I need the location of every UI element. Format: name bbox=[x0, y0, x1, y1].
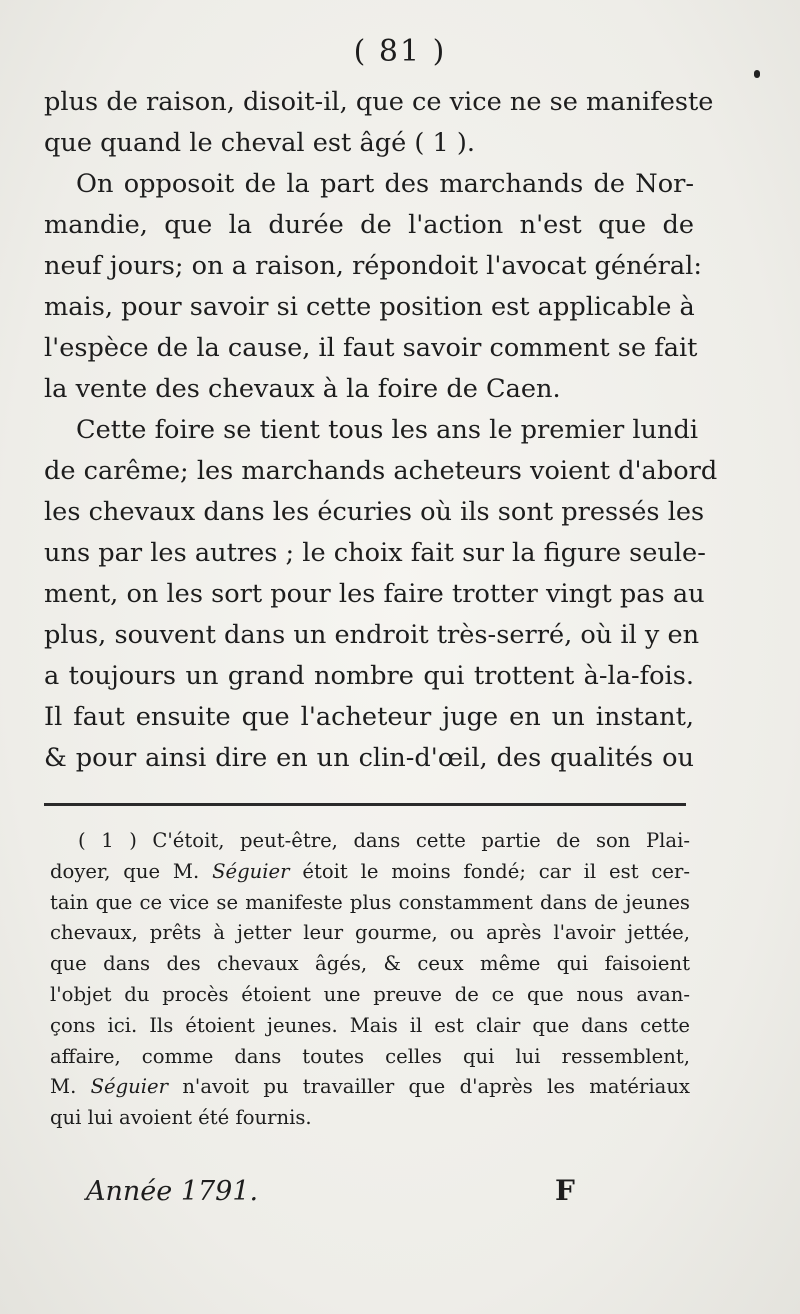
text-line: que quand le cheval est âgé ( 1 ). bbox=[44, 128, 476, 158]
footnote-text: doyer, que M. bbox=[50, 859, 213, 883]
footnote-line: affaire, comme dans toutes celles qui lui ressemblent, bbox=[50, 1044, 690, 1068]
text-line: les chevaux dans les écuries où ils sont pressés les bbox=[44, 497, 705, 527]
footnote-line bbox=[50, 1072, 690, 1103]
text-line: a toujours un grand nombre qui trottent à-la-fois. bbox=[44, 661, 694, 691]
footnote-line: l'objet du procès étoient une preuve de ce que nous avan- bbox=[50, 982, 690, 1006]
text-line: Cette foire se tient tous les ans le premier lundi bbox=[76, 415, 699, 445]
main-text bbox=[44, 82, 718, 779]
footnote-divider bbox=[44, 803, 686, 806]
text-line: mais, pour savoir si cette position est applicable à bbox=[44, 292, 695, 322]
footnote-line: que dans des chevaux âgés, & ceux même qui faisoient bbox=[50, 952, 690, 976]
paragraph bbox=[44, 410, 718, 779]
year-footer: Année 1791. bbox=[86, 1176, 259, 1207]
text-line: On opposoit de la part des marchands de Nor- bbox=[76, 169, 694, 199]
ink-speck bbox=[754, 70, 760, 78]
text-line: ment, on les sort pour les faire trotter vingt pas au bbox=[44, 579, 705, 609]
text-line: de carême; les marchands acheteurs voient d'abord bbox=[44, 456, 718, 486]
text-line: mandie, que la durée de l'action n'est que de bbox=[44, 210, 694, 240]
text-line: uns par les autres ; le choix fait sur la figure seule- bbox=[44, 538, 706, 568]
footnote-name: Séguier bbox=[212, 859, 290, 883]
signature-mark: F bbox=[555, 1174, 575, 1207]
footnote-line: çons ici. Ils étoient jeunes. Mais il est clair que dans cette bbox=[50, 1013, 690, 1037]
page-number: ( 81 ) bbox=[353, 34, 447, 69]
text-line: & pour ainsi dire en un clin-d'œil, des qualités ou bbox=[44, 743, 694, 773]
footnote-text: M. bbox=[50, 1075, 91, 1099]
footnote-line bbox=[50, 857, 690, 888]
footnote-line: tain que ce vice se manifeste plus constamment dans de jeunes bbox=[50, 890, 690, 914]
text-line: neuf jours; on a raison, répondoit l'avocat général: bbox=[44, 251, 702, 281]
footnote-line: qui lui avoient été fournis. bbox=[50, 1106, 312, 1130]
text-line: la vente des chevaux à la foire de Caen. bbox=[44, 374, 561, 404]
text-line: l'espèce de la cause, il faut savoir comment se fait bbox=[44, 333, 698, 363]
text-line: plus, souvent dans un endroit très-serré, où il y en bbox=[44, 620, 700, 650]
footnote-name: Séguier bbox=[90, 1075, 169, 1099]
paragraph bbox=[44, 82, 714, 164]
text-line: Il faut ensuite que l'acheteur juge en un instant, bbox=[44, 702, 694, 732]
paragraph bbox=[44, 164, 702, 410]
footnote-line: chevaux, prêts à jetter leur gourme, ou après l'avoir jettée, bbox=[50, 921, 690, 945]
footnote bbox=[50, 826, 690, 1134]
footnote-line: ( 1 ) C'étoit, peut-être, dans cette partie de son Plai- bbox=[78, 829, 690, 852]
text-line: plus de raison, disoit-il, que ce vice ne se manifeste bbox=[44, 87, 714, 117]
footnote-text: étoit le moins fondé; car il est cer- bbox=[289, 859, 690, 883]
footnote-text: n'avoit pu travailler que d'après les matériaux bbox=[168, 1075, 690, 1099]
